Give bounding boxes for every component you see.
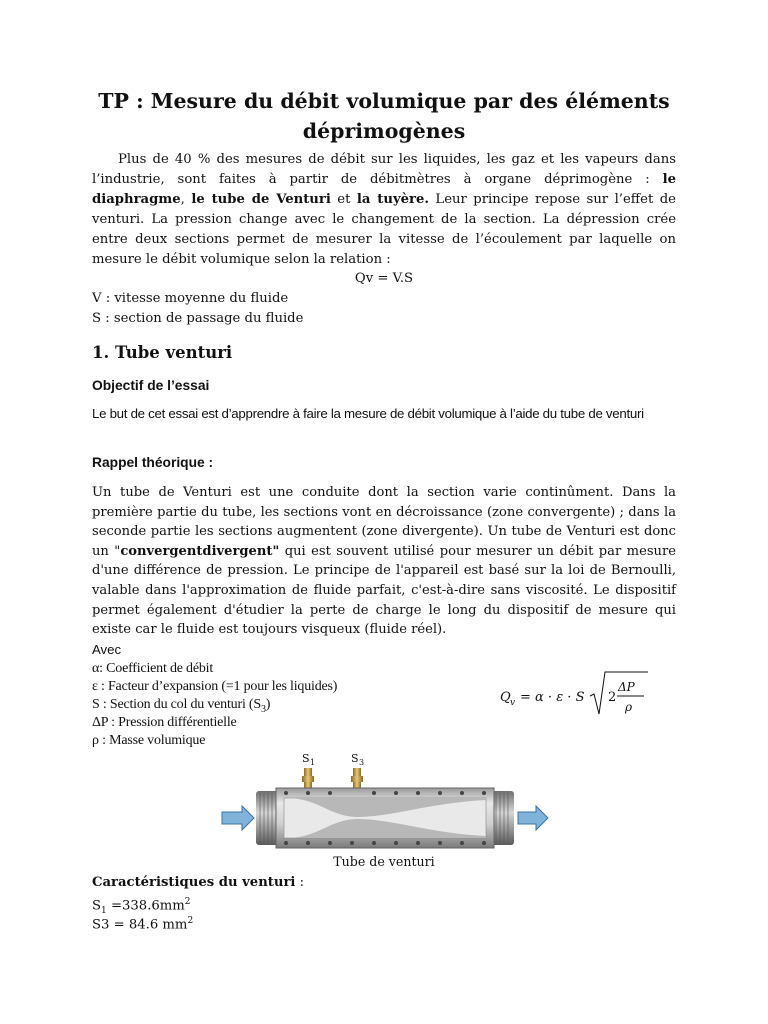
definition-v: V : vitesse moyenne du fluide <box>92 291 289 306</box>
venturi-illustration <box>220 748 550 852</box>
rappel-text-2: qui est souvent utilisé pour mesurer un débit par mesure d'une différence de pression. Le principe de l'appareil est basé sur la loi de Bernoulli, valable dans l'approximation de fluide parfait, c'est-à-dire sans viscosité. Le dispositif permet également d'étudier la perte de charge le long du dispositif de mesure qui existe car le fluide est toujours visqueux (fluide réel). <box>92 543 676 638</box>
symbol-rho: ρ : Masse volumique <box>92 733 206 748</box>
symbol-delta-p: ΔP : Pression différentielle <box>92 715 237 730</box>
s1-label: S <box>92 898 102 914</box>
page-title <box>92 86 676 146</box>
characteristics-heading-text: Caractéristiques du venturi <box>92 875 296 890</box>
title-line-1: TP : Mesure du débit volumique par des éléments <box>98 89 670 113</box>
symbol-alpha: α: Coefficient de débit <box>92 661 214 676</box>
symbol-s-end: ) <box>265 697 271 712</box>
intro-bold-diaphragme: le diaphragme <box>92 172 676 207</box>
objectif-text: Le but de cet essai est d’apprendre à faire la mesure de débit volumique à l’aide du tube de venturi <box>92 406 644 421</box>
venturi-figure <box>220 748 550 852</box>
formula-num: ΔP <box>618 680 635 694</box>
left-end-cap <box>256 791 278 845</box>
intro-bold-tuyere: la tuyère. <box>356 192 429 207</box>
objectif-heading: Objectif de l’essai <box>92 378 210 393</box>
characteristics-heading <box>92 873 304 892</box>
label-s3: S <box>351 752 359 765</box>
figure-caption: Tube de venturi <box>333 854 435 869</box>
pressure-tap-s3 <box>351 768 363 790</box>
avec-label: Avec <box>92 642 122 657</box>
formula-rhs: = α · ε · S <box>520 690 585 705</box>
s3-value <box>92 912 193 934</box>
relation-formula: Qv = V.S <box>354 271 414 286</box>
inlet-arrow-icon <box>222 806 254 830</box>
formula-coef: 2 <box>608 690 617 705</box>
symbol-s-text: S : Section du col du venturi (S <box>92 697 261 712</box>
intro-bold-venturi: le tube de Venturi <box>191 192 331 207</box>
flow-formula <box>498 668 648 720</box>
intro-paragraph <box>92 150 676 270</box>
rappel-paragraph <box>92 483 676 640</box>
rappel-text-1: Un tube de Venturi est une conduite dont la section varie continûment. Dans la première partie du tube, les sections vont en décroissance (zone convergente) ; dans la seconde partie les sections augmentent (zone divergente). Un tube de Venturi est donc un " <box>92 485 676 559</box>
formula-den: ρ <box>625 700 633 714</box>
formula-svg <box>498 668 648 720</box>
intro-text-3: et <box>330 192 357 207</box>
s1-sup: 2 <box>184 897 191 907</box>
symbol-epsilon: ε : Facteur d’expansion (=1 pour les liquides) <box>92 679 338 694</box>
definition-s: S : section de passage du fluide <box>92 311 304 326</box>
formula-lhs: Q <box>500 690 511 705</box>
characteristics-colon: : <box>295 875 305 890</box>
s3-sup: 2 <box>187 916 194 926</box>
outlet-arrow-icon <box>518 806 548 830</box>
label-s3-sub: 3 <box>359 758 365 767</box>
intro-text-2: , <box>180 192 192 207</box>
pressure-tap-s1 <box>302 768 314 790</box>
section-heading-tube-venturi: 1. Tube venturi <box>92 343 233 362</box>
right-end-cap <box>492 791 514 845</box>
s1-number: =338.6mm <box>106 898 185 914</box>
formula-lhs-sub: v <box>510 698 516 708</box>
label-s1-sub: 1 <box>310 758 316 767</box>
s3-number: S3 = 84.6 mm <box>92 917 188 933</box>
intro-text-1: Plus de 40 % des mesures de débit sur les liquides, les gaz et les vapeurs dans l’industrie, sont faites à partir de débitmètres à organe déprimogène : <box>92 152 676 187</box>
rappel-bold: convergentdivergent" <box>120 543 280 559</box>
intro-text-4: Leur principe repose sur l’effet de venturi. La pression change avec le changement de la section. La dépression crée entre deux sections permet de mesurer la vitesse de l’écoulement par laquelle on mesure le débit volumique selon la relation : <box>92 192 676 267</box>
s1-sub: 1 <box>101 906 107 917</box>
title-line-2: déprimogènes <box>302 119 466 143</box>
label-s1: S <box>302 752 310 765</box>
symbol-s-sub: 3 <box>260 703 266 715</box>
rappel-heading: Rappel théorique : <box>92 455 214 470</box>
